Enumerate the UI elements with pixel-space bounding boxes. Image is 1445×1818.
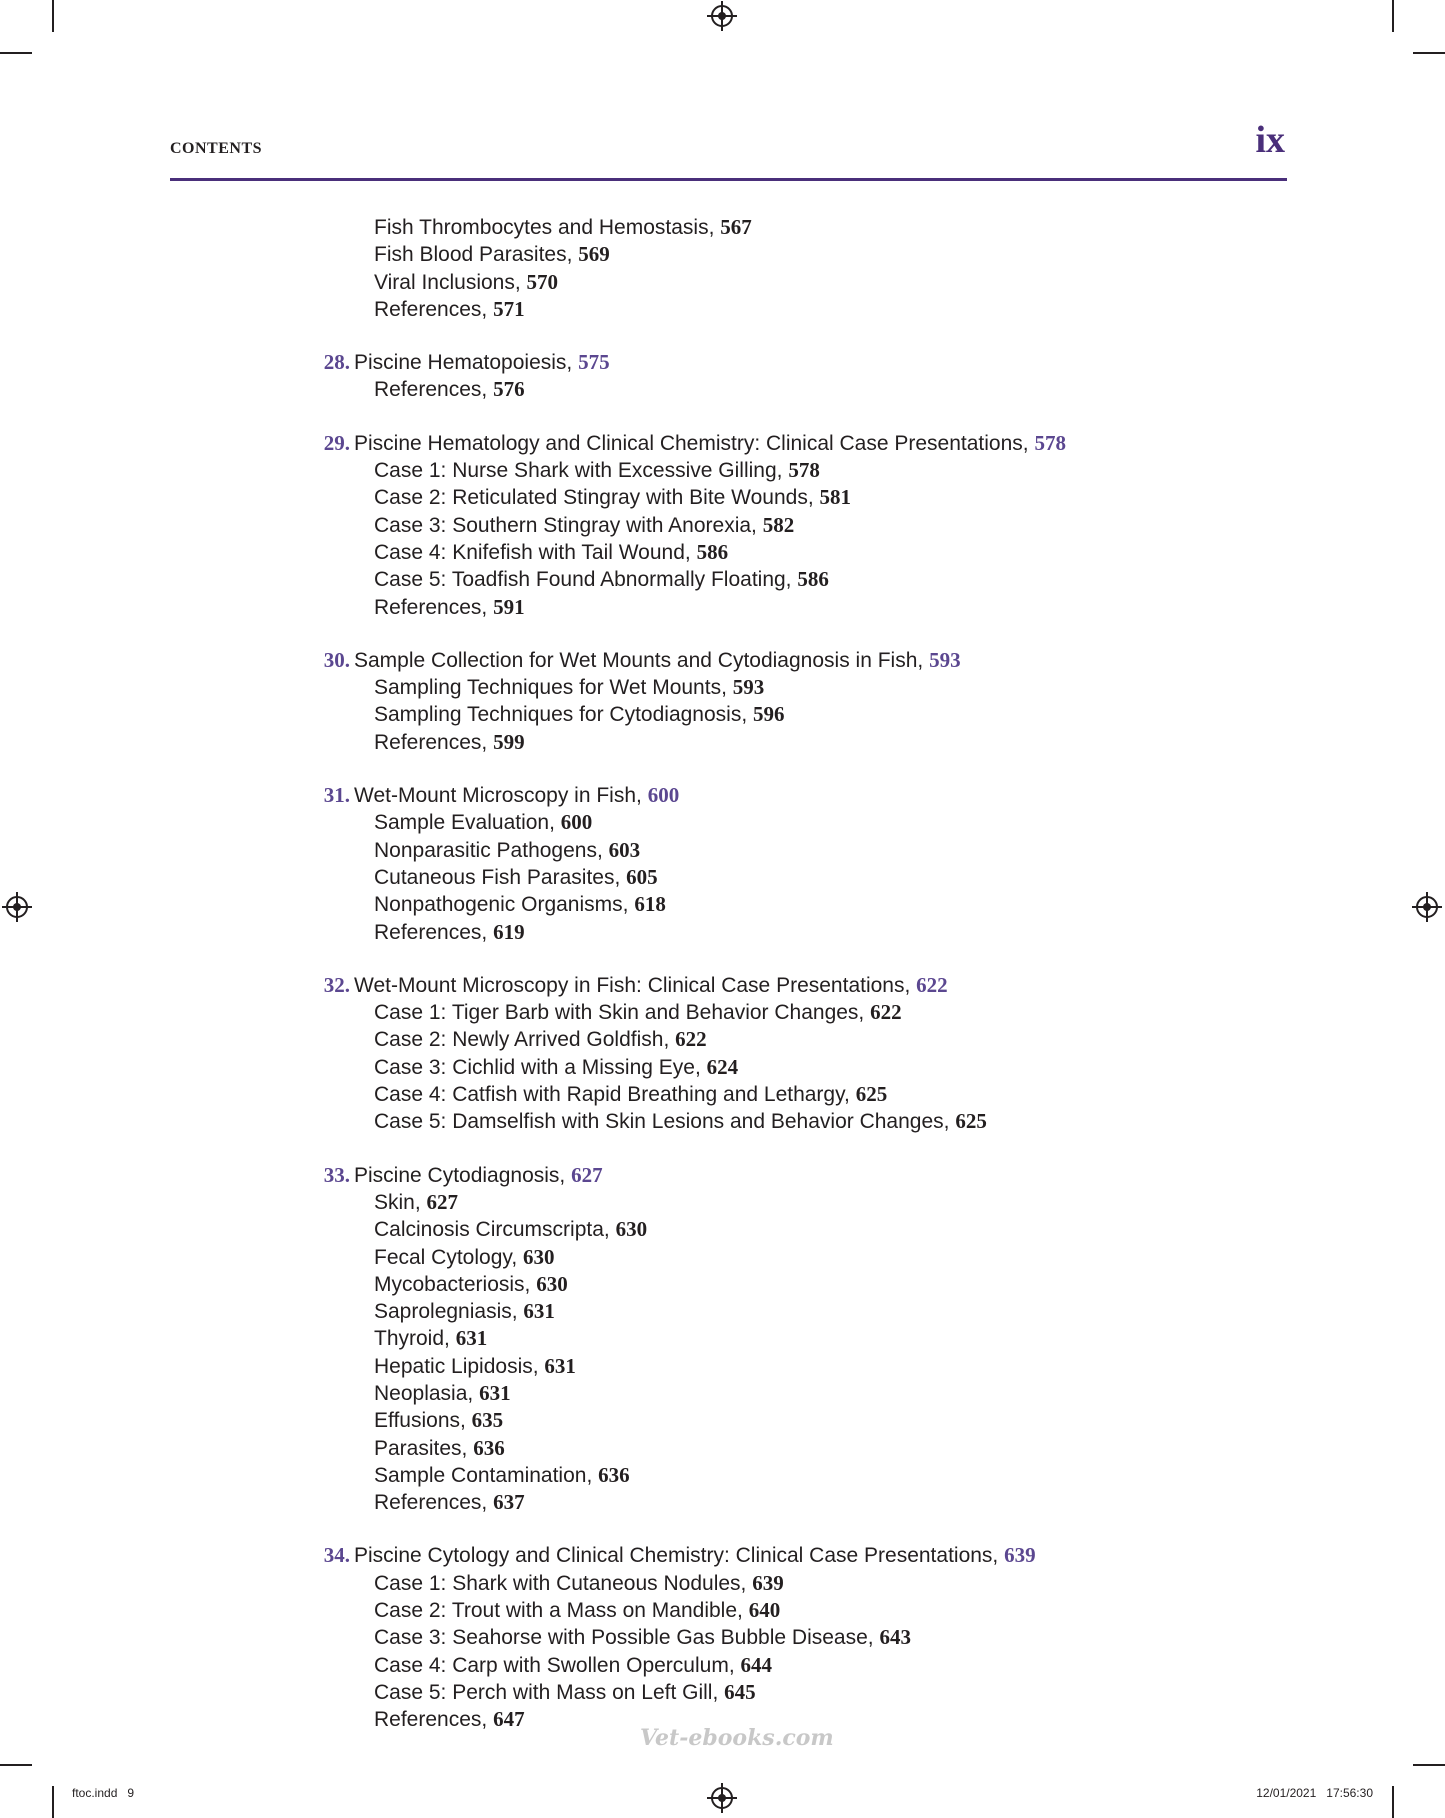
toc-chapter-entry (310, 430, 1310, 457)
toc-entry (310, 837, 1310, 864)
toc-entry-title: Effusions, (374, 1409, 472, 1433)
toc-entry-title: Thyroid, (374, 1327, 456, 1351)
registration-mark-icon (711, 5, 733, 27)
toc-entry-title: Fecal Cytology, (374, 1245, 523, 1269)
chapter-number: 33. (323, 1162, 350, 1187)
toc-entry-title: Case 1: Shark with Cutaneous Nodules, (374, 1571, 753, 1595)
toc-entry (310, 1325, 1310, 1352)
toc-entry (310, 864, 1310, 891)
toc-entry (310, 1244, 1310, 1271)
toc-page: 605 (626, 864, 658, 889)
toc-entry-title: Mycobacteriosis, (374, 1272, 537, 1296)
chapter-title: Piscine Cytology and Clinical Chemistry: Clinical Case Presentations, (354, 1544, 1005, 1568)
toc-entry: References, 571 (374, 296, 525, 321)
toc-page: 631 (523, 1299, 555, 1324)
toc-entry-title: Hepatic Lipidosis, (374, 1354, 545, 1378)
toc-page: 622 (675, 1027, 707, 1052)
chapter-number: 30. (323, 647, 350, 672)
toc-entry-title: Case 1: Nurse Shark with Excessive Gilling, (374, 459, 789, 483)
slug-right: 12/01/2021 17:56:30 (1256, 1786, 1373, 1800)
chapter-page: 593 (929, 647, 961, 672)
toc-page: 576 (493, 377, 525, 402)
toc-entry (310, 1570, 1310, 1597)
toc-page: 570 (526, 269, 559, 294)
chapter-number: 29. (323, 430, 350, 455)
toc-entry-title: Case 1: Tiger Barb with Skin and Behavior Changes, (374, 1001, 871, 1025)
crop-mark (1392, 0, 1394, 32)
toc-entry-title: Calcinosis Circumscripta, (374, 1218, 616, 1242)
toc-page: 630 (523, 1244, 555, 1269)
chapter-page: 575 (578, 350, 610, 375)
registration-mark-icon (6, 896, 28, 918)
toc-entry (310, 1489, 1310, 1516)
chapter-title: Wet-Mount Microscopy in Fish: Clinical Case Presentations, (354, 973, 917, 997)
toc-page: 569 (578, 242, 610, 267)
toc-chapter-block (310, 430, 1310, 621)
toc-chapters (310, 349, 1310, 1733)
chapter-title: Wet-Mount Microscopy in Fish, (354, 784, 648, 808)
chapter-page: 622 (916, 972, 948, 997)
toc-entry-title: Case 4: Carp with Swollen Operculum, (374, 1653, 741, 1677)
toc-entry (310, 1026, 1310, 1053)
toc-entry-title: References, (374, 920, 494, 944)
toc-entry-title: Case 3: Cichlid with a Missing Eye, (374, 1055, 707, 1079)
toc-page: 625 (855, 1082, 888, 1107)
crop-mark (1413, 52, 1445, 54)
toc-entry (310, 376, 1310, 403)
toc-entry-title: References, (374, 1491, 494, 1515)
toc-entry (310, 1271, 1310, 1298)
toc-entry-title: References, (374, 1708, 494, 1732)
toc-entry-title: Sampling Techniques for Cytodiagnosis, (374, 703, 753, 727)
toc-entry-title: Sample Contamination, (374, 1463, 599, 1487)
toc-entry (310, 1679, 1310, 1706)
toc-entry (310, 1380, 1310, 1407)
toc-page: 630 (615, 1217, 648, 1242)
toc-entry-title: References, (374, 378, 494, 402)
toc-page: 636 (598, 1462, 630, 1487)
chapter-page: 639 (1004, 1543, 1036, 1568)
toc-page: 582 (762, 512, 795, 537)
toc-entry (310, 1597, 1310, 1624)
toc-page: 596 (753, 702, 785, 727)
chapter-title: Piscine Hematopoiesis, (354, 351, 579, 375)
toc-page: 631 (479, 1380, 511, 1405)
toc-entry (310, 1407, 1310, 1434)
toc-entry-title: Sampling Techniques for Wet Mounts, (374, 676, 733, 700)
toc-page: 643 (879, 1625, 911, 1650)
toc-page: 581 (819, 485, 852, 510)
toc-page: 586 (696, 539, 729, 564)
chapter-page: 578 (1034, 430, 1066, 455)
watermark: Vet-ebooks.com (640, 1725, 834, 1751)
toc-entry-title: Case 4: Catfish with Rapid Breathing and Lethargy, (374, 1083, 856, 1107)
toc-entry: Fish Blood Parasites, 569 (374, 242, 610, 267)
toc-page: 631 (455, 1326, 488, 1351)
toc-entry-title: References, (374, 730, 494, 754)
toc-entry-title: Case 5: Toadfish Found Abnormally Floating, (374, 568, 798, 592)
toc-entry-title: Case 3: Seahorse with Possible Gas Bubble Disease, (374, 1626, 880, 1650)
toc-page: 636 (473, 1435, 505, 1460)
chapter-number: 28. (323, 350, 350, 375)
chapter-page: 600 (647, 783, 680, 808)
crop-mark (0, 1764, 32, 1766)
toc-chapter-entry (310, 647, 1310, 674)
toc-entry (310, 919, 1310, 946)
toc-entry (310, 809, 1310, 836)
chapter-number: 31. (323, 783, 350, 808)
toc-entry-title: Nonparasitic Pathogens, (374, 838, 609, 862)
toc-page: 640 (748, 1598, 781, 1623)
toc-page: 593 (732, 675, 765, 700)
toc-entry-title: Case 4: Knifefish with Tail Wound, (374, 540, 697, 564)
toc-page: 645 (724, 1679, 756, 1704)
toc-page: 647 (493, 1707, 525, 1732)
toc-entry-title: Saprolegniasis, (374, 1300, 524, 1324)
toc-entry-title: Case 2: Reticulated Stingray with Bite Wounds, (374, 486, 820, 510)
toc-page: 644 (740, 1652, 772, 1677)
toc-chapter-block (310, 647, 1310, 756)
toc-entry (310, 999, 1310, 1026)
toc-entry-title: Sample Evaluation, (374, 811, 561, 835)
toc-entry (310, 729, 1310, 756)
slug-left: ftoc.indd 9 (72, 1786, 135, 1800)
toc-entry (310, 1624, 1310, 1651)
toc-entry (310, 1054, 1310, 1081)
toc-entry-title: Case 2: Newly Arrived Goldfish, (374, 1028, 676, 1052)
toc-page: 591 (493, 594, 525, 619)
chapter-title: Piscine Cytodiagnosis, (354, 1163, 572, 1187)
toc-page: 599 (493, 729, 525, 754)
toc-entry (310, 1081, 1310, 1108)
toc-entry (310, 1216, 1310, 1243)
toc-page: 630 (536, 1271, 568, 1296)
toc-entry (310, 1353, 1310, 1380)
toc-page: 622 (870, 1000, 902, 1025)
toc-entry (310, 701, 1310, 728)
toc-entry-title: Case 5: Perch with Mass on Left Gill, (374, 1680, 725, 1704)
toc-page: 586 (797, 567, 829, 592)
toc-page: 619 (493, 919, 525, 944)
toc-chapter-block (310, 972, 1310, 1136)
toc-chapter-entry (310, 349, 1310, 376)
toc-entry-title: Case 3: Southern Stingray with Anorexia, (374, 513, 763, 537)
toc-entry (310, 457, 1310, 484)
toc-entry (310, 1435, 1310, 1462)
toc-page: 639 (752, 1570, 784, 1595)
chapter-page: 627 (571, 1162, 603, 1187)
toc-entry: Viral Inclusions, 570 (374, 269, 559, 294)
toc-page: 603 (608, 837, 641, 862)
toc-entry (310, 891, 1310, 918)
toc-page: 625 (955, 1109, 987, 1134)
toc-entry-title: Case 5: Damselfish with Skin Lesions and Behavior Changes, (374, 1110, 956, 1134)
toc-chapter-entry (310, 1542, 1310, 1569)
toc-page: 635 (471, 1408, 504, 1433)
toc-page: 600 (560, 810, 593, 835)
toc-chapter-block (310, 349, 1310, 404)
crop-mark (52, 1786, 54, 1818)
toc-page: 618 (634, 892, 666, 917)
toc-entry (310, 1462, 1310, 1489)
toc-chapter-entry (310, 972, 1310, 999)
toc-chapter-block (310, 782, 1310, 946)
toc-entry (310, 594, 1310, 621)
toc-page: 637 (493, 1490, 525, 1515)
chapter-number: 34. (323, 1543, 350, 1568)
toc-entry-title: Skin, (374, 1190, 427, 1214)
toc-chapter-block (310, 1542, 1310, 1733)
toc-entry-title: Nonpathogenic Organisms, (374, 893, 635, 917)
toc-intro-block (310, 214, 1310, 323)
toc-entry: Fish Thrombocytes and Hemostasis, 567 (374, 215, 752, 239)
toc-entry (310, 1108, 1310, 1135)
toc-chapter-entry (310, 782, 1310, 809)
toc-entry (310, 539, 1310, 566)
toc-entry-title: Cutaneous Fish Parasites, (374, 865, 627, 889)
toc-entry (310, 1652, 1310, 1679)
toc-entry-title: References, (374, 595, 494, 619)
chapter-title: Sample Collection for Wet Mounts and Cytodiagnosis in Fish, (354, 648, 930, 672)
toc-page: 631 (544, 1353, 576, 1378)
page-number: ix (1255, 119, 1285, 161)
toc-entry (310, 566, 1310, 593)
crop-mark (1392, 1786, 1394, 1818)
header-rule (170, 178, 1287, 181)
chapter-title: Piscine Hematology and Clinical Chemistry: Clinical Case Presentations, (354, 431, 1035, 455)
toc-entry-title: Parasites, (374, 1436, 474, 1460)
running-head: CONTENTS (170, 140, 263, 157)
toc-chapter-entry (310, 1162, 1310, 1189)
registration-mark-icon (711, 1787, 733, 1809)
chapter-number: 32. (323, 972, 350, 997)
toc-entry (310, 674, 1310, 701)
crop-mark (1413, 1764, 1445, 1766)
toc-entry (310, 1298, 1310, 1325)
toc-entry (310, 1189, 1310, 1216)
toc-page: 571 (493, 296, 525, 321)
toc-entry-title: Case 2: Trout with a Mass on Mandible, (374, 1599, 749, 1623)
crop-mark (0, 52, 32, 54)
toc-page: 627 (426, 1189, 459, 1214)
toc-entry-title: Neoplasia, (374, 1381, 480, 1405)
toc-entry (310, 484, 1310, 511)
table-of-contents (310, 214, 1310, 1760)
toc-page: 567 (720, 215, 752, 239)
toc-page: 624 (706, 1054, 739, 1079)
crop-mark (52, 0, 54, 32)
toc-page: 578 (788, 458, 820, 483)
registration-mark-icon (1416, 896, 1438, 918)
toc-chapter-block (310, 1162, 1310, 1517)
toc-entry (310, 512, 1310, 539)
